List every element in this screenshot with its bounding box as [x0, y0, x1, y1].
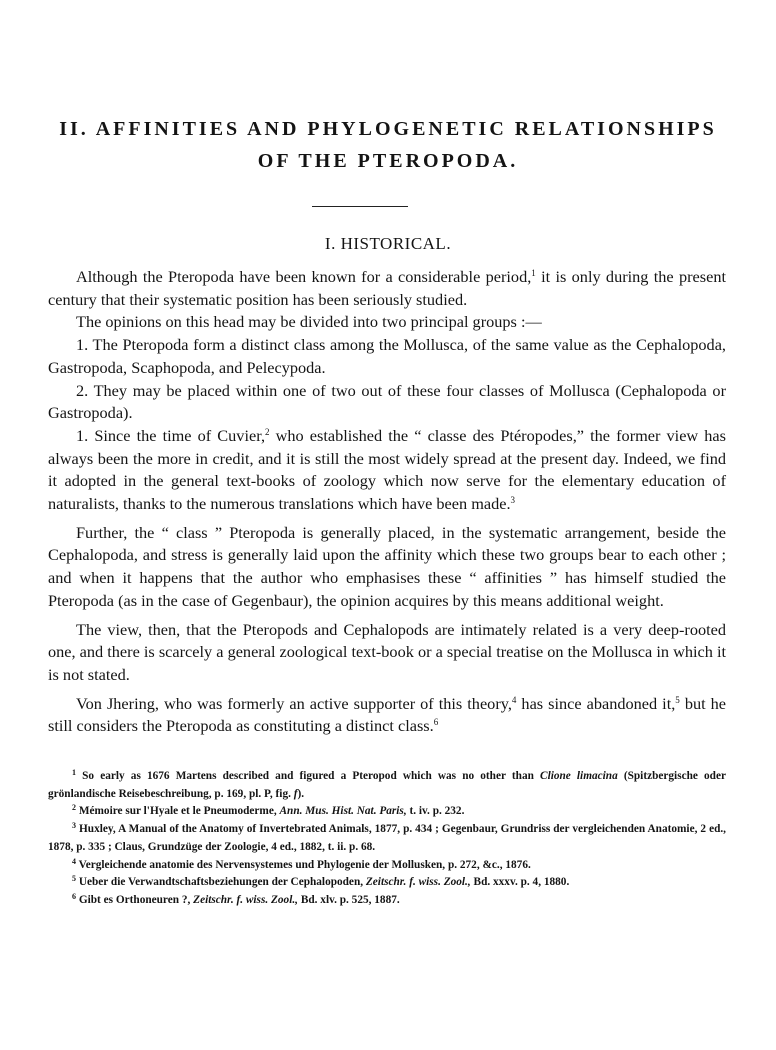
footnote-5: $^5$ Ueber die Verwandtschaftsbeziehungen der Cephalopoden, Zeitschr. f. wiss. Zool., Bd. xxxv. p. 4, 1880.	[72, 874, 570, 889]
paragraph-2: The opinions on this head may be divided into two principal groups :—	[76, 312, 542, 332]
body-text	[48, 266, 726, 738]
footnote-ref-5: 5	[675, 694, 680, 705]
chapter-title-line-1: II. AFFINITIES AND PHYLOGENETIC RELATIONSHIPS	[59, 118, 717, 140]
chapter-title-line-2: OF THE PTEROPODA.	[257, 150, 519, 172]
paragraph-1: Although the Pteropoda have been known for a considerable period,$^1$ it is only during the present century that their systematic position has been seriously studied.	[48, 267, 726, 309]
paragraph-7: The view, then, that the Pteropods and Cephalopods are intimately related is a very deep-rooted one, and there is scarcely a general zoological text-book or a special treatise on the Mollusca in which it is not stated.	[48, 619, 726, 684]
footnote-4: $^4$ Vergleichende anatomie des Nervensystemes und Phylogenie der Mollusken, p. 272, &c., 1876.	[72, 856, 531, 871]
paragraph-6: Further, the “ class ” Pteropoda is generally placed, in the systematic arrangement, beside the Cephalopoda, and stress is generally laid upon the affinity which these two groups bear to each other ; and when it happens that the author who emphasises these “ affinities ” has himself studied the Pteropoda (as in the case of Gegenbaur), the opinion acquires by this means additional weight.	[48, 522, 726, 610]
paragraph-5: 1. Since the time of Cuvier,$^2$ who established the “ classe des Ptéropodes,” the former view has always been the more in credit, and it is still the most widely spread at the present day. Indeed, we find it adopted in the general text-books of zoology which now serve for the elementary education of naturalists, thanks to the numerous translations which have been made.$^3$	[48, 425, 726, 514]
paragraph-3: 1. The Pteropoda form a distinct class among the Mollusca, of the same value as the Cephalopoda, Gastropoda, Scaphopoda, and Pelecypoda.	[48, 335, 726, 377]
footnote-ref-2: 2	[265, 426, 270, 437]
footnote-2: $^2$ Mémoire sur l'Hyale et le Pneumoderme, Ann. Mus. Hist. Nat. Paris, t. iv. p. 232.	[72, 803, 465, 818]
footnotes	[48, 768, 726, 910]
footnote-ref-4: 4	[511, 694, 517, 705]
paragraph-4: 2. They may be placed within one of two out of these four classes of Mollusca (Cephalopoda or Gastropoda).	[48, 380, 726, 423]
paragraph-8: Von Jhering, who was formerly an active supporter of this theory,$^4$ has since abandoned it,$^5$ but he still considers the Pteropoda as constituting a distinct class.$^6$	[48, 693, 727, 736]
footnote-ref-6: 6	[433, 717, 439, 728]
footnote-ref-1: 1	[531, 268, 536, 278]
footnote-ref-3: 3	[510, 495, 516, 506]
footnote-6: $^6$ Gibt es Orthoneuren ?, Zeitschr. f. wiss. Zool., Bd. xlv. p. 525, 1887.	[72, 891, 400, 906]
title-divider	[312, 206, 408, 207]
footnote-3: $^3$ Huxley, A Manual of the Anatomy of Invertebrated Animals, 1877, p. 434 ; Gegenbaur, Grundriss der vergleichenden Anatomie, 2 ed., 1878, p. 335 ; Claus, Grundzüge der Zoologie, 4 ed., 1882, t. ii. p. 68.	[48, 821, 727, 853]
footnote-1: $^1$ So early as 1676 Martens described and figured a Pteropod which was no other than Clione limacina (Spitzbergische oder grönlandische Reisebeschreibung, p. 169, pl. P, fig. f).	[48, 768, 726, 800]
section-heading: I. HISTORICAL.	[324, 234, 452, 253]
